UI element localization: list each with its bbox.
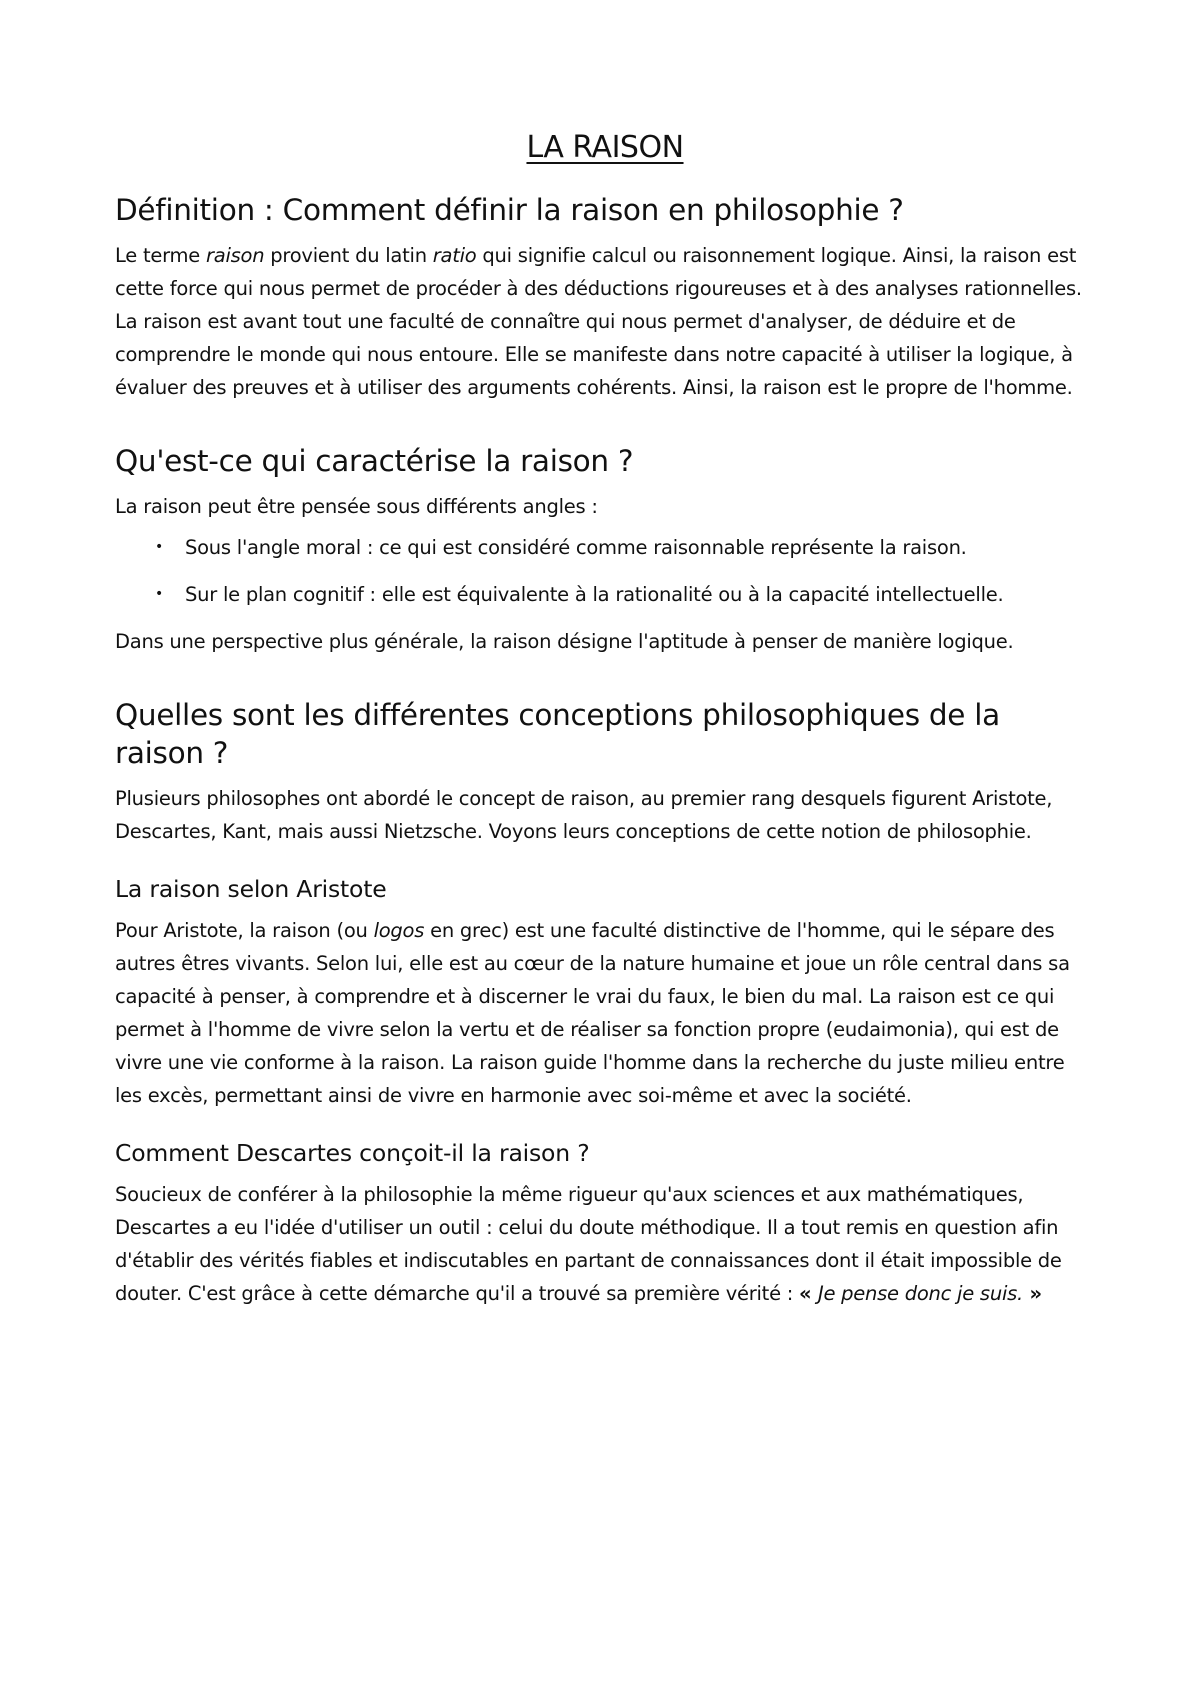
definition-paragraph: [115, 239, 1095, 404]
aristote-text-b: en grec) est une faculté distinctive de l'homme, qui le sépare des autres êtres vivants. Selon lui, elle est au cœur de la nature humaine et joue un rôle central dans sa capacité à penser, à comprendre et à discerner le vrai du faux, le bien du mal. La raison est ce qui permet à l'homme de vivre selon la vertu et de réaliser sa fonction propre (eudaimonia), qui est de vivre une vie conforme à la raison. La raison guide l'homme dans la recherche du juste milieu entre les excès, permettant ainsi de vivre en harmonie avec soi-même et avec la société.: [115, 919, 1070, 1107]
descartes-quote: Je pense donc je suis.: [817, 1282, 1023, 1305]
characterize-intro: La raison peut être pensée sous différents angles :: [115, 495, 598, 518]
aristote-section: [115, 874, 1095, 1112]
definition-text-b: provient du latin: [264, 244, 433, 267]
characterize-list: [115, 531, 1095, 611]
quote-open-mark: «: [799, 1282, 818, 1305]
descartes-heading: Comment Descartes conçoit-il la raison ?: [115, 1139, 590, 1167]
conceptions-section: [115, 696, 1095, 848]
characterize-section: [115, 442, 1095, 658]
descartes-text: Soucieux de conférer à la philosophie la même rigueur qu'aux sciences et aux mathématiques, Descartes a eu l'idée d'utiliser un outil : celui du doute méthodique. Il a tout remis en question afin d'établir des vérités fiables et indiscutables en partant de connaissances dont il était impossible de douter. C'est grâce à cette démarche qu'il a trouvé sa première vérité :: [115, 1183, 1062, 1305]
conceptions-heading: Quelles sont les différentes conceptions philosophiques de la raison ?: [115, 698, 1000, 770]
bullet-icon: •: [155, 586, 164, 602]
list-item-text: Sur le plan cognitif : elle est équivalente à la rationalité ou à la capacité intellectuelle.: [185, 583, 1004, 606]
list-item: [155, 578, 1095, 611]
descartes-section: [115, 1138, 1095, 1310]
document-title: LA RAISON: [526, 130, 684, 165]
descartes-paragraph: [115, 1178, 1095, 1310]
quote-close-mark: »: [1022, 1282, 1042, 1305]
characterize-conclusion: Dans une perspective plus générale, la raison désigne l'aptitude à penser de manière logique.: [115, 630, 1014, 653]
definition-section: [115, 191, 1095, 404]
aristote-term-logos: logos: [373, 919, 425, 942]
definition-term-raison: raison: [205, 244, 265, 267]
aristote-heading: La raison selon Aristote: [115, 875, 387, 903]
aristote-text-a: Pour Aristote, la raison (ou: [115, 919, 374, 942]
aristote-paragraph: [115, 914, 1095, 1112]
definition-heading: Définition : Comment définir la raison en philosophie ?: [115, 193, 904, 227]
list-item: [155, 531, 1095, 564]
characterize-heading: Qu'est-ce qui caractérise la raison ?: [115, 444, 634, 478]
document-page: [115, 130, 1095, 1336]
definition-text-a: Le terme: [115, 244, 206, 267]
conceptions-intro: Plusieurs philosophes ont abordé le concept de raison, au premier rang desquels figurent Aristote, Descartes, Kant, mais aussi Nietzsche. Voyons leurs conceptions de cette notion de philosophie.: [115, 787, 1053, 843]
bullet-icon: •: [155, 539, 164, 555]
definition-text-c: qui signifie calcul ou raisonnement logique. Ainsi, la raison est cette force qui nous permet de procéder à des déductions rigoureuses et à des analyses rationnelles. La raison est avant tout une faculté de connaître qui nous permet d'analyser, de déduire et de comprendre le monde qui nous entoure. Elle se manifeste dans notre capacité à utiliser la logique, à évaluer des preuves et à utiliser des arguments cohérents. Ainsi, la raison est le propre de l'homme.: [115, 244, 1082, 399]
list-item-text: Sous l'angle moral : ce qui est considéré comme raisonnable représente la raison.: [185, 536, 967, 559]
definition-term-ratio: ratio: [432, 244, 477, 267]
